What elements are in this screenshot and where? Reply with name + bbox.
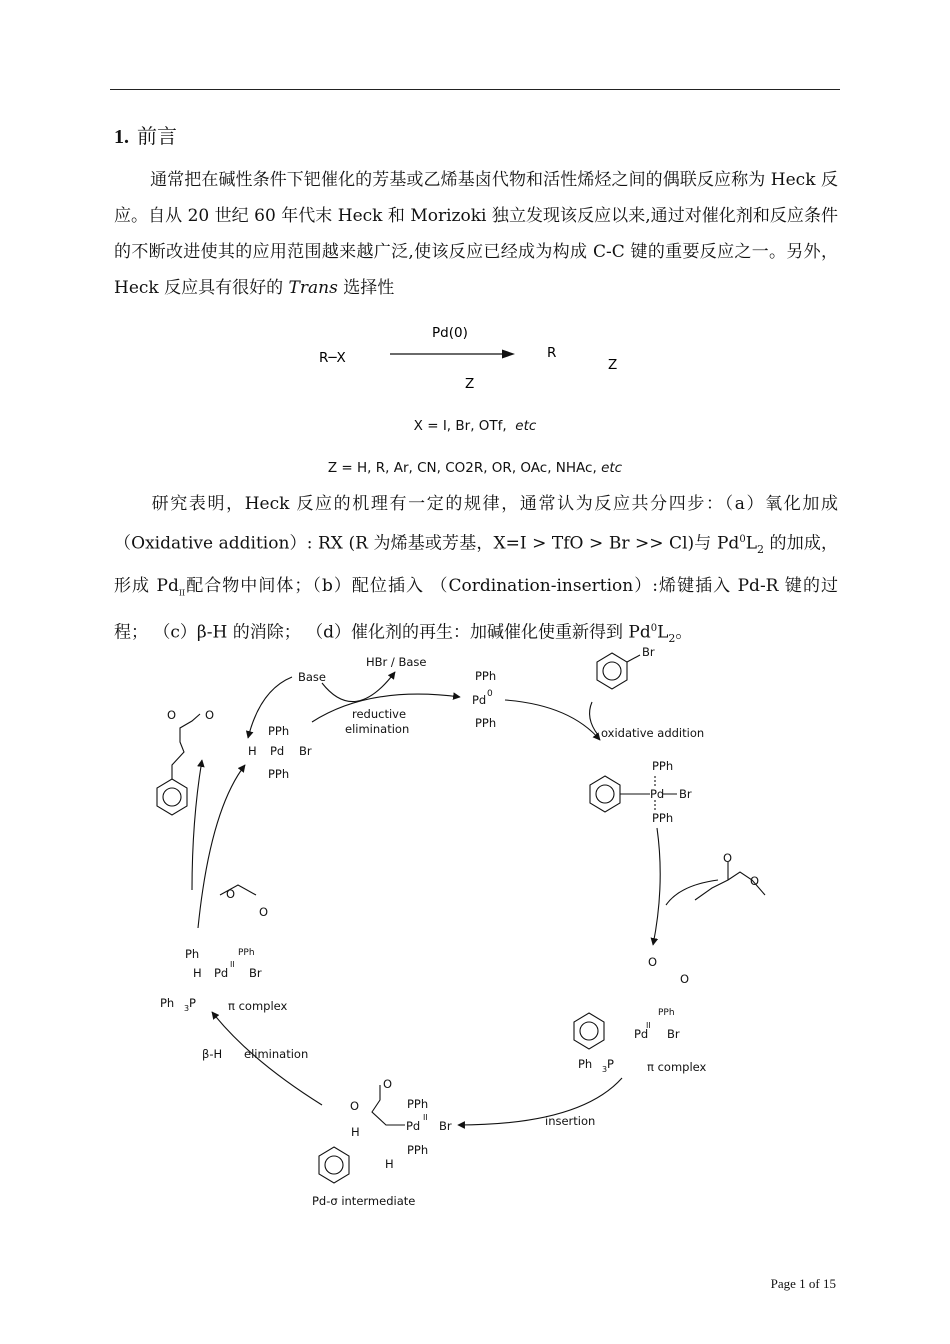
pd0-pph3-bottom: PPh: [475, 716, 497, 730]
pd0-pph3-top: PPh: [475, 669, 497, 683]
insertion-label: insertion: [545, 1114, 596, 1128]
acrylate-o2: O: [750, 874, 760, 888]
pi-pd: Pd: [634, 1027, 649, 1041]
trans-italic: Trans: [288, 278, 338, 298]
pi-pph3: PPh: [658, 1008, 675, 1018]
beta-elimination-label: elimination: [244, 1047, 309, 1061]
arrow-to-pi-complex: [653, 828, 660, 945]
pi-br: Br: [667, 1027, 680, 1041]
mech-sub-a: 2: [757, 543, 764, 557]
mech-sup-c: 0: [650, 623, 658, 635]
mech-text-a: 研究表明，Heck 反应的机理有一定的规律，通常认为反应共分四步：（a）氧化加成（Oxidative addition）: RX (R 为烯基或芳基，X=I > TfO > Br >> Cl)与 Pd: [114, 494, 838, 554]
sigma-pd: Pd: [406, 1119, 421, 1133]
reductive-label: reductive: [352, 707, 407, 721]
arrow-acrylate-in: [666, 880, 718, 905]
acrylate-o1: O: [723, 851, 733, 865]
intro-text: 通常把在碱性条件下钯催化的芳基或乙烯基卤代物和活性烯烃之间的偶联反应称为 Heck 反应。自从 20 世纪 60 年代末 Heck 和 Morizoki 独立发现该反应以来,通过对催化剂和反应条件的不断改进使其的应用范围越来越广泛,使该反应已经成为构成 C-C 键的重要反应之一。另外，Heck 反应具有很好的: [114, 170, 838, 298]
hbr-base-label: HBr / Base: [366, 655, 427, 669]
pi-o2: O: [680, 972, 690, 986]
pi-complex-ring-inner: [580, 1022, 598, 1040]
oxidative-addition-label: oxidative addition: [601, 726, 705, 740]
sigma-h1: H: [351, 1125, 360, 1139]
sigma-o2: O: [350, 1099, 360, 1113]
phpd-pd: Pd: [650, 787, 665, 801]
hpd-h: H: [248, 744, 257, 758]
bh-h: H: [193, 966, 202, 980]
pi-complex-label-right: π complex: [647, 1060, 707, 1074]
product-benzene-ring: [157, 779, 187, 815]
catalyst-label: Pd(0): [432, 325, 468, 341]
phpd-pph3-bottom: PPh: [652, 811, 674, 825]
sigma-br: Br: [439, 1119, 452, 1133]
bh-o2: O: [259, 905, 269, 919]
sigma-h2: H: [385, 1157, 394, 1171]
product-chain: [172, 714, 200, 779]
pi-ph3p-p: P: [607, 1057, 614, 1071]
reagent-z: Z: [465, 376, 475, 392]
phpd-pph3-top: PPh: [652, 759, 674, 773]
z-etc: etc: [601, 460, 623, 476]
mech-text-b: 的加成，形成 Pd: [114, 533, 839, 597]
page-footer: Page 1 of 15: [770, 1276, 836, 1291]
bh-o1: O: [226, 887, 236, 901]
pd0-pd: Pd: [472, 693, 487, 707]
beta-h-label: β-H: [202, 1047, 223, 1061]
bh-ph3p-ph: Ph: [160, 996, 175, 1010]
sigma-chain: [372, 1085, 405, 1125]
sigma-benzene-ring: [319, 1147, 349, 1183]
arrow-to-product: [192, 760, 202, 890]
section-number: 1.: [114, 126, 129, 148]
sigma-pph3-bottom: PPh: [407, 1143, 429, 1157]
hpd-pph3-bottom: PPh: [268, 767, 290, 781]
pi-o1: O: [648, 955, 658, 969]
base-label: Base: [298, 670, 327, 684]
product-o1: O: [167, 708, 177, 722]
mech-l-a: L: [745, 533, 757, 554]
pi-complex-benzene-ring: [574, 1013, 604, 1049]
product-r: R: [547, 345, 557, 361]
arrow-insertion: [458, 1078, 622, 1125]
bh-ph3p-3: 3: [184, 1004, 190, 1013]
bromobenzene-br: Br: [642, 645, 655, 659]
pi-complex-label-left: π complex: [228, 999, 288, 1013]
bh-pd: Pd: [214, 966, 229, 980]
hpd-pph3-top: PPh: [268, 724, 290, 738]
intro-text-end: 选择性: [337, 278, 395, 298]
pi-ph3p-ph: Ph: [578, 1057, 593, 1071]
bromobenzene-ring-inner: [603, 662, 621, 680]
bh-ii: II: [230, 960, 235, 969]
sigma-ring-inner: [325, 1156, 343, 1174]
sigma-pph3-top: PPh: [407, 1097, 429, 1111]
phpd-br: Br: [679, 787, 692, 801]
product-z: Z: [608, 357, 618, 373]
hpd-br: Br: [299, 744, 312, 758]
product-ring-inner: [163, 788, 181, 806]
bh-pph3: PPh: [238, 948, 255, 958]
section-title: 前言: [137, 124, 177, 148]
mech-text-c: 配合物中间体；（b）配位插入 （Cordination-insertion）:烯键插入 Pd-R 键的过程； （c）β-H 的消除； （d）催化剂的再生：加碱催化使重新得到 Pd: [114, 576, 838, 644]
mech-sup-a: 0: [739, 534, 746, 545]
bromobenzene-ring: [597, 653, 627, 689]
mech-sub-c: 2: [668, 632, 676, 646]
reactant-rx: R─X: [319, 350, 346, 366]
pd0-sup: 0: [487, 689, 493, 699]
arrow-to-hydride: [198, 765, 245, 928]
phpd-ring-inner: [596, 785, 614, 803]
pi-ii: II: [646, 1021, 651, 1030]
mech-end: 。: [675, 623, 693, 644]
bh-ph: Ph: [185, 947, 200, 961]
mech-sub-b: II: [178, 588, 186, 598]
sigma-o1: O: [383, 1077, 393, 1091]
arrow-hbr-base: [322, 672, 395, 702]
bh-ph3p-p: P: [189, 996, 196, 1010]
pi-ph3p-3: 3: [602, 1065, 608, 1074]
elimination-label: elimination: [345, 722, 410, 736]
hpd-pd: Pd: [270, 744, 285, 758]
arrow-to-oxidative: [505, 700, 600, 740]
z-conditions-text: Z = H, R, Ar, CN, CO2R, OR, OAc, NHAc,: [327, 460, 597, 476]
x-etc: etc: [515, 418, 537, 434]
bh-br: Br: [249, 966, 262, 980]
mech-l-c: L: [657, 623, 669, 644]
phpd-benzene-ring: [590, 776, 620, 812]
bromobenzene-cbr: [627, 655, 640, 662]
product-o2: O: [205, 708, 215, 722]
x-conditions-text: X = I, Br, OTf,: [413, 418, 507, 434]
pd-sigma-label: Pd-σ intermediate: [312, 1194, 416, 1208]
sigma-ii: II: [423, 1113, 428, 1122]
